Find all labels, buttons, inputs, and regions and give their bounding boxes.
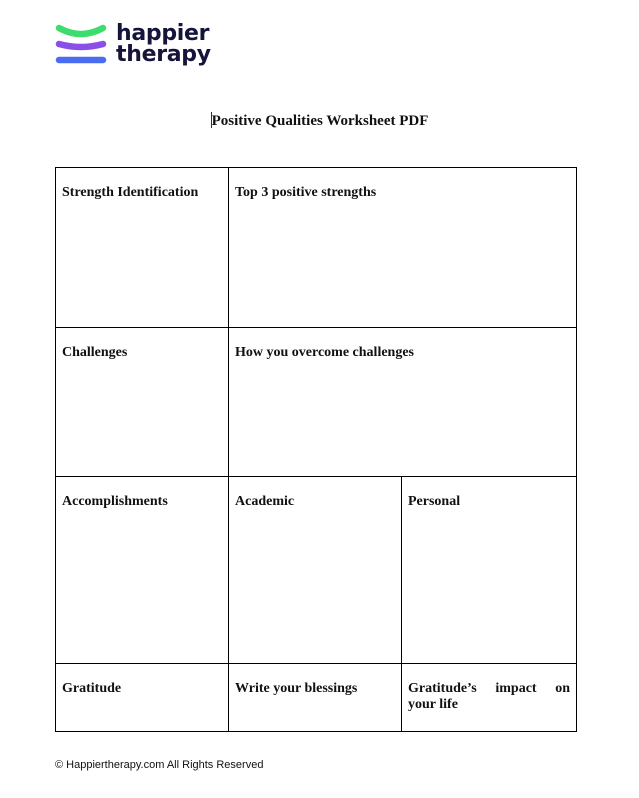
happier-therapy-logo bbox=[54, 22, 224, 74]
copyright-footer: © Happiertherapy.com All Rights Reserved bbox=[55, 759, 264, 771]
logo-line-2: therapy bbox=[116, 42, 211, 67]
cell-challenges[interactable]: Challenges bbox=[56, 328, 229, 477]
cell-write-blessings[interactable]: Write your blessings bbox=[229, 664, 402, 732]
cell-gratitude-impact[interactable]: Gratitude’s impact on your life bbox=[402, 664, 577, 732]
cell-accomplishments[interactable]: Accomplishments bbox=[56, 477, 229, 664]
table-row-gratitude bbox=[56, 664, 577, 732]
table-row-challenges bbox=[56, 328, 577, 477]
cell-top-3-strengths[interactable]: Top 3 positive strengths bbox=[229, 168, 577, 328]
cell-personal[interactable]: Personal bbox=[402, 477, 577, 664]
cell-academic[interactable]: Academic bbox=[229, 477, 402, 664]
worksheet-table bbox=[55, 167, 577, 732]
table-row-accomplishments bbox=[56, 477, 577, 664]
cell-gratitude[interactable]: Gratitude bbox=[56, 664, 229, 732]
cell-strength-identification[interactable]: Strength Identification bbox=[56, 168, 229, 328]
document-title-line[interactable] bbox=[0, 112, 639, 130]
logo-wordmark bbox=[116, 23, 211, 65]
table-row-strength bbox=[56, 168, 577, 328]
logo-line-1: happier bbox=[116, 21, 210, 46]
logo-bars-icon bbox=[54, 22, 108, 68]
cell-overcome-challenges[interactable]: How you overcome challenges bbox=[229, 328, 577, 477]
document-title[interactable]: Positive Qualities Worksheet PDF bbox=[211, 113, 429, 129]
